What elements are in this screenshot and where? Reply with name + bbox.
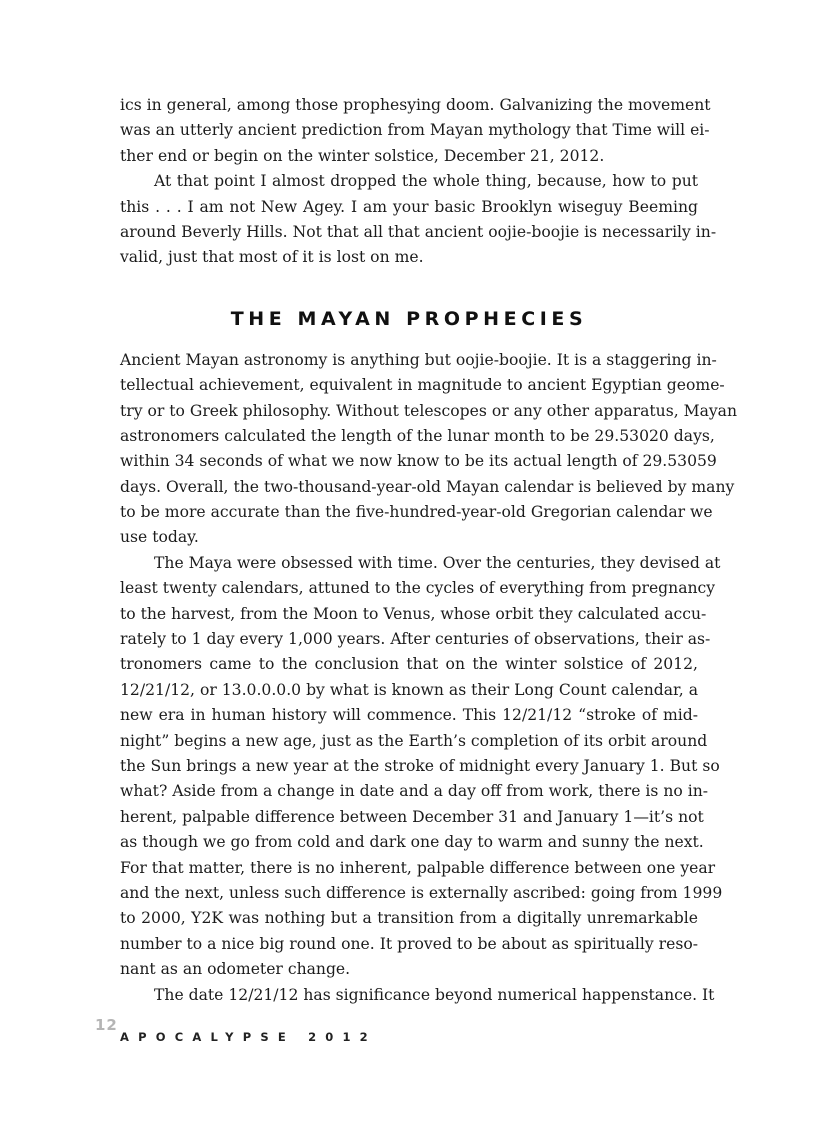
text-line: rately to 1 day every 1,000 years. After centuries of observations, their as- — [120, 630, 711, 649]
text-line: The Maya were obsessed with time. Over the centuries, they devised at — [154, 553, 721, 572]
paragraph — [120, 348, 738, 551]
text-line: the Sun brings a new year at the stroke of midnight every January 1. But so — [120, 756, 720, 775]
text-line: to the harvest, from the Moon to Venus, whose orbit they calculated accu- — [120, 604, 707, 623]
text-line: herent, palpable difference between December 31 and January 1—it’s not — [120, 807, 704, 826]
text-line: days. Overall, the two-thousand-year-old Mayan calendar is believed by many — [120, 477, 735, 496]
paragraph — [120, 983, 715, 1008]
text-line: ics in general, among those prophesying doom. Galvanizing the movement — [120, 96, 711, 114]
text-line: The date 12/21/12 has significance beyond numerical happenstance. It — [154, 985, 715, 1004]
text-line: to 2000, Y2K was nothing but a transition from a digitally unremarkable — [120, 909, 698, 928]
paragraph — [120, 169, 717, 271]
text-line: 12/21/12, or 13.0.0.0.0 by what is known as their Long Count calendar, a — [120, 680, 698, 699]
text-line: night” begins a new age, just as the Earth’s completion of its orbit around — [120, 731, 708, 750]
text-line: what? Aside from a change in date and a day off from work, there is no in- — [120, 782, 709, 801]
text-line: to be more accurate than the five-hundred-year-old Gregorian calendar we — [120, 503, 713, 522]
text-line: was an utterly ancient prediction from Mayan mythology that Time will ei- — [120, 121, 710, 140]
section-heading: THE MAYAN PROPHECIES — [230, 307, 588, 330]
text-line: as though we go from cold and dark one day to warm and sunny the next. — [120, 833, 704, 852]
text-line: nant as an odometer change. — [120, 960, 351, 979]
text-line: least twenty calendars, attuned to the cycles of everything from pregnancy — [120, 579, 716, 598]
text-line: new era in human history will commence. This 12/21/12 “stroke of mid- — [120, 706, 698, 725]
text-line: number to a nice big round one. It proved to be about as spiritually reso- — [120, 934, 698, 953]
text-line: At that point I almost dropped the whole thing, because, how to put — [154, 172, 698, 191]
text-line: use today. — [120, 528, 199, 547]
text-line: astronomers calculated the length of the lunar month to be 29.53020 days, — [120, 426, 715, 445]
text-before-heading — [120, 93, 717, 271]
paragraph — [120, 551, 723, 983]
text-line: For that matter, there is no inherent, palpable difference between one year — [120, 858, 716, 877]
page-number: 12 — [95, 1016, 118, 1034]
paragraph — [120, 93, 711, 169]
text-line: tellectual achievement, equivalent in magnitude to ancient Egyptian geome- — [120, 376, 725, 395]
text-line: valid, just that most of it is lost on me. — [120, 248, 424, 267]
text-line: and the next, unless such difference is externally ascribed: going from 1999 — [120, 883, 723, 902]
text-line: around Beverly Hills. Not that all that ancient oojie-boojie is necessarily in- — [120, 222, 717, 241]
text-line: ther end or begin on the winter solstice, December 21, 2012. — [120, 146, 605, 165]
text-line: within 34 seconds of what we now know to be its actual length of 29.53059 — [120, 452, 717, 471]
page-body — [120, 93, 738, 1008]
text-line: Ancient Mayan astronomy is anything but oojie-boojie. It is a staggering in- — [120, 350, 717, 369]
text-after-heading — [120, 348, 738, 1008]
running-head: APOCALYPSE 2012 — [120, 1030, 377, 1044]
text-line: tronomers came to the conclusion that on the winter solstice of 2012, — [120, 655, 698, 674]
text-line: this . . . I am not New Agey. I am your basic Brooklyn wiseguy Beeming — [120, 197, 698, 216]
text-line: try or to Greek philosophy. Without telescopes or any other apparatus, Mayan — [120, 401, 738, 420]
